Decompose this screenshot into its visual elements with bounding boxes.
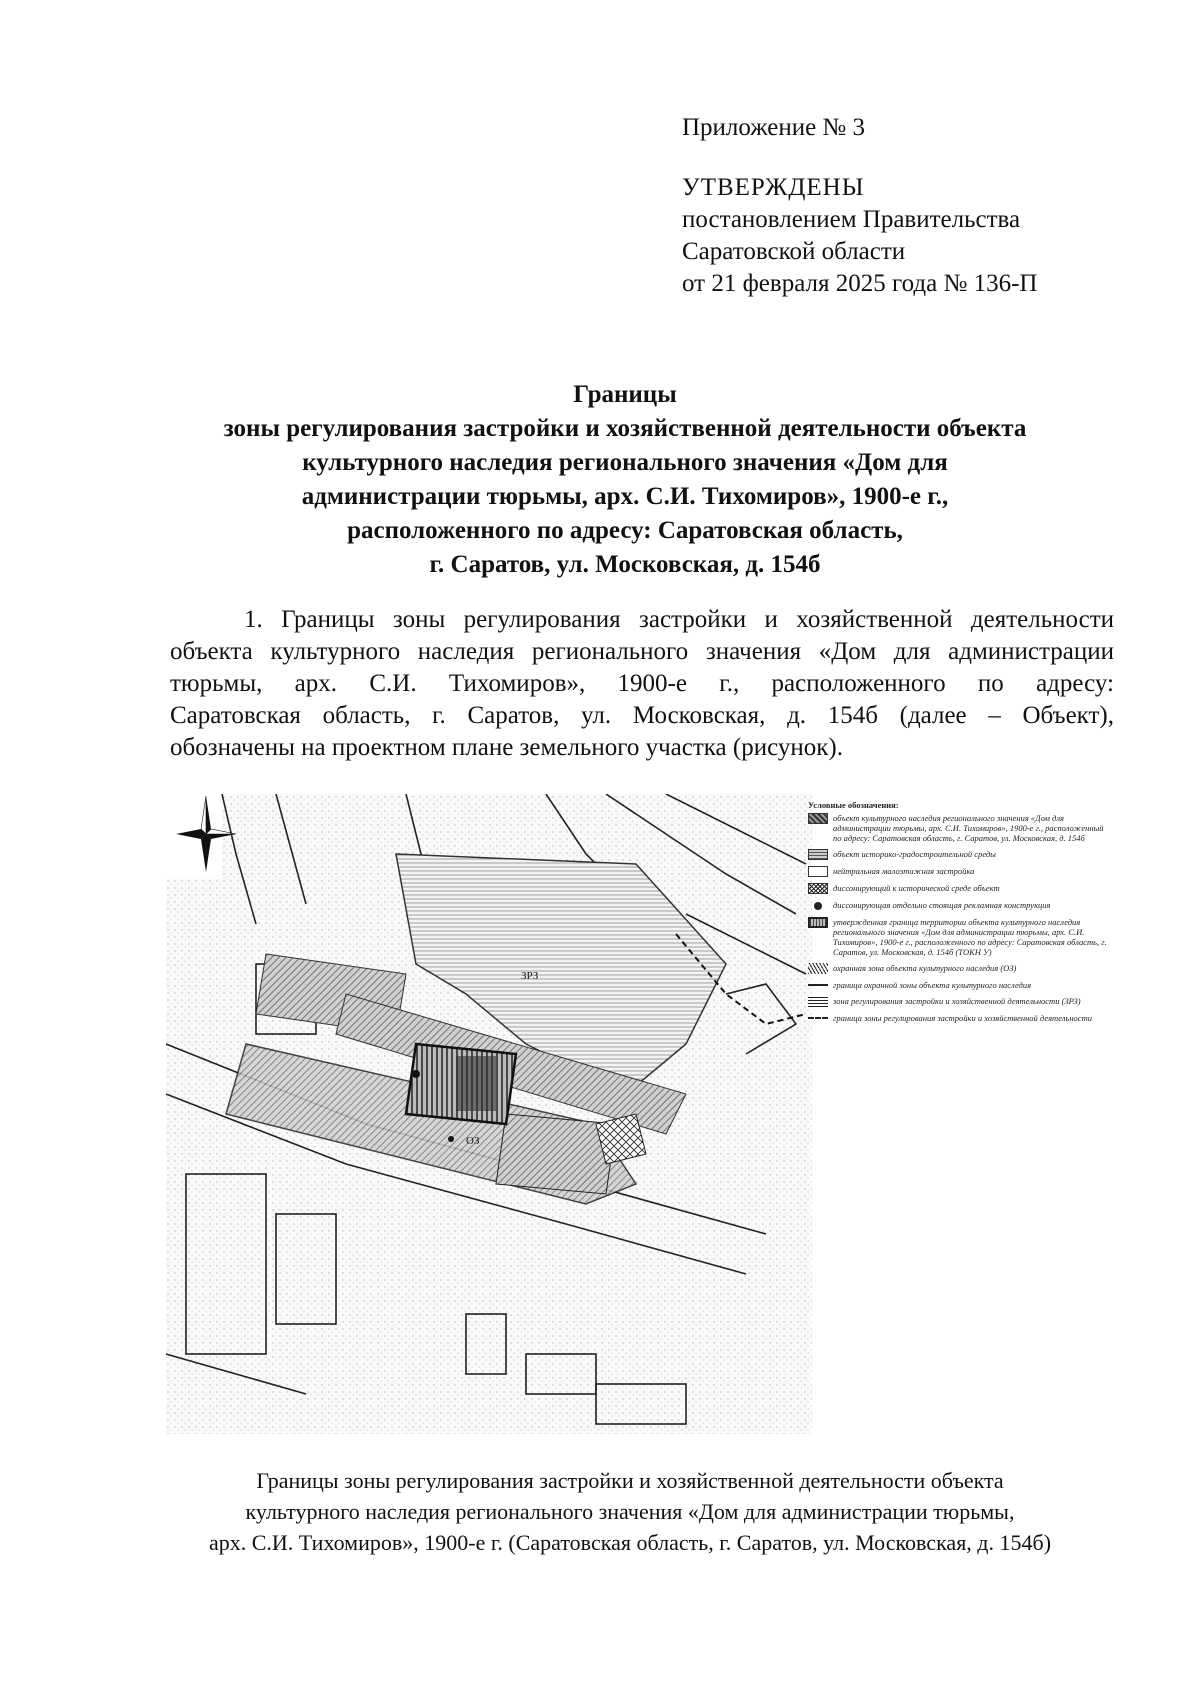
oz-map-label: ОЗ bbox=[466, 1135, 480, 1147]
legend-item bbox=[808, 980, 1108, 990]
title-line-5: расположенного по адресу: Саратовская область, bbox=[347, 517, 903, 544]
legend-oz-boundary-swatch bbox=[808, 980, 828, 986]
legend-text: граница зоны регулирования застройки и хозяйственной деятельности bbox=[833, 1013, 1092, 1023]
caption-line-2: культурного наследия регионального значения «Дом для администрации тюрьмы, bbox=[245, 1499, 1015, 1524]
legend-item bbox=[808, 866, 1108, 877]
title-line-6: г. Саратов, ул. Московская, д. 154б bbox=[429, 551, 821, 578]
legend-historic-swatch bbox=[808, 849, 828, 860]
map-legend bbox=[808, 800, 1108, 1029]
title-line-1: Границы bbox=[573, 381, 677, 408]
legend-item bbox=[808, 883, 1108, 894]
title-line-2: зоны регулирования застройки и хозяйственной деятельности объекта bbox=[223, 415, 1027, 442]
legend-text: граница охранной зоны объекта культурного наследия bbox=[833, 980, 1032, 990]
paragraph-line-5: обозначены на проектном плане земельного участка (рисунок). bbox=[170, 734, 843, 761]
advert-structure-dot bbox=[412, 1070, 420, 1078]
paragraph-line-1: 1. Границы зоны регулирования застройки и хозяйственной деятельности bbox=[244, 606, 1114, 633]
title-line-4: администрации тюрьмы, арх. С.И. Тихомиров», 1900-е г., bbox=[301, 483, 949, 510]
legend-tokn-swatch bbox=[808, 917, 828, 928]
legend-dissonant-swatch bbox=[808, 883, 828, 894]
legend-item bbox=[808, 900, 1108, 911]
figure-caption bbox=[150, 1465, 1110, 1558]
title-line-3: культурного наследия регионального значения «Дом для bbox=[302, 449, 948, 476]
legend-neutral-swatch bbox=[808, 866, 828, 877]
body-paragraph bbox=[170, 604, 1114, 764]
heritage-building-core bbox=[456, 1056, 496, 1111]
paragraph-line-3: тюрьмы, арх. С.И. Тихомиров», 1900-е г., расположенного по адресу: bbox=[170, 670, 1114, 697]
legend-advert-icon bbox=[808, 900, 828, 911]
approval-line-1: постановлением Правительства bbox=[682, 206, 1021, 233]
legend-item bbox=[808, 996, 1108, 1007]
legend-text: объект культурного наследия регионального значения «Дом для администрации тюрьмы, арх. С.И. Тихомиров», 1900-е г., расположенный по адресу: Саратовская область, г. Саратов, ул. Московская, д. 154б bbox=[833, 813, 1104, 843]
approval-line-3: от 21 февраля 2025 года № 136-П bbox=[682, 270, 1038, 297]
legend-item bbox=[808, 849, 1108, 860]
legend-text: утвержденная граница территории объекта культурного наследия регионального значения «Дом для администрации тюрьмы, арх. С.И. Тихомиров», 1900-е г., расположенного по адресу: Саратовская область, г. Саратов, ул. Московская, д. 154б (ТОКН У) bbox=[833, 917, 1107, 957]
legend-zrz-swatch bbox=[808, 996, 828, 1007]
approved-label: УТВЕРЖДЕНЫ bbox=[682, 174, 865, 201]
caption-line-3: арх. С.И. Тихомиров», 1900-е г. (Саратовская область, г. Саратов, ул. Московская, д. 154б) bbox=[208, 1530, 1052, 1555]
zrz-map-label: ЗРЗ bbox=[521, 970, 539, 982]
legend-text: диссонирующий к исторической среде объект bbox=[833, 883, 1000, 893]
advert-structure-dot bbox=[448, 1136, 454, 1142]
appendix-number: Приложение № 3 bbox=[682, 114, 866, 141]
legend-item bbox=[808, 917, 1108, 957]
legend-text: охранная зона объекта культурного наследия (ОЗ) bbox=[833, 963, 1017, 973]
paragraph-line-4: Саратовская область, г. Саратов, ул. Московская, д. 154б (далее – Объект), bbox=[170, 702, 1114, 729]
paragraph-line-2: объекта культурного наследия регионального значения «Дом для администрации bbox=[170, 638, 1114, 665]
legend-heritage-swatch bbox=[808, 813, 828, 824]
legend-zrz-boundary-swatch bbox=[808, 1013, 828, 1019]
legend-text: зона регулирования застройки и хозяйственной деятельности (ЗРЗ) bbox=[833, 996, 1081, 1006]
legend-oz-swatch bbox=[808, 963, 828, 974]
legend-item bbox=[808, 813, 1108, 843]
legend-text: диссонирующая отдельно стоящая рекламная конструкция bbox=[833, 900, 1051, 910]
legend-heading: Условные обозначения: bbox=[808, 800, 899, 810]
legend-text: объект историко-градостроительной среды bbox=[833, 849, 996, 859]
approval-block bbox=[682, 112, 1037, 300]
legend-text: нейтральная малоэтажная застройка bbox=[833, 866, 975, 876]
document-title bbox=[160, 378, 1090, 582]
legend-item bbox=[808, 963, 1108, 974]
caption-line-1: Границы зоны регулирования застройки и хозяйственной деятельности объекта bbox=[256, 1468, 1004, 1493]
legend-item bbox=[808, 1013, 1108, 1023]
approval-line-2: Саратовской области bbox=[682, 238, 906, 265]
